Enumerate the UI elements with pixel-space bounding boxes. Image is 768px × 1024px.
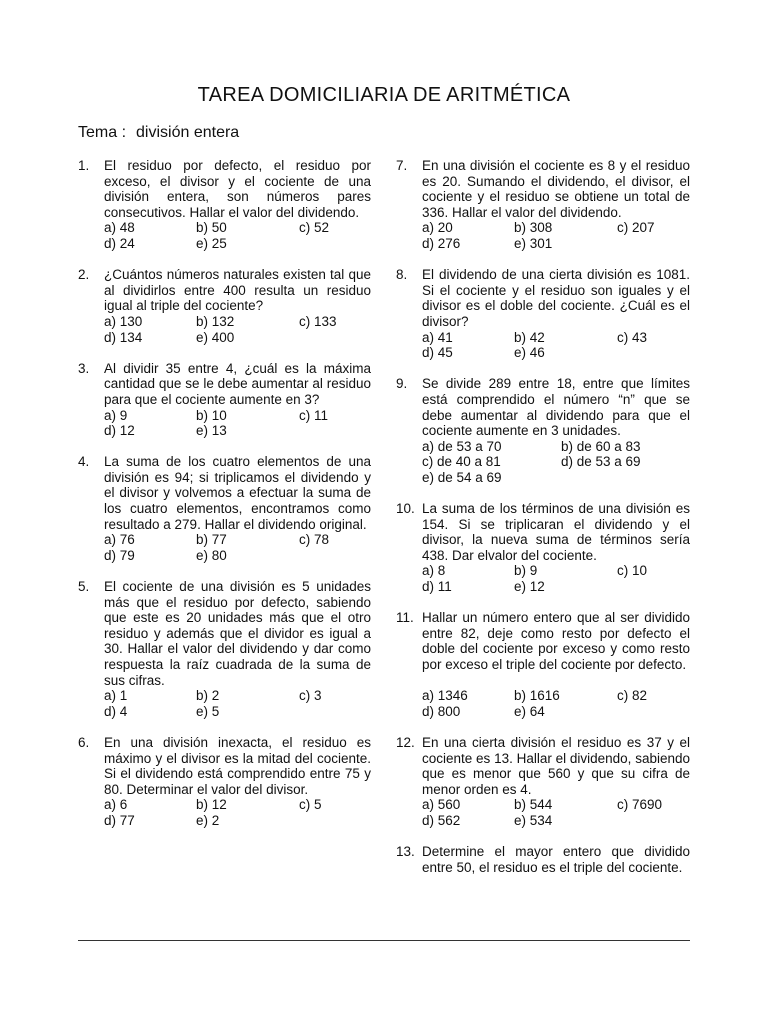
option-a: a) de 53 a 70: [422, 438, 502, 454]
answer-options: [422, 563, 690, 594]
option-b: b) 308: [514, 220, 553, 236]
option-a: a) 41: [422, 329, 453, 345]
question-7: [396, 158, 690, 252]
option-e: e) 5: [196, 703, 220, 719]
topic-line: [78, 124, 239, 142]
answer-options: [422, 220, 690, 251]
answer-options: [104, 220, 371, 251]
option-b: b) 10: [196, 407, 227, 423]
option-d: d) 276: [422, 235, 461, 251]
topic-value: división entera: [136, 124, 240, 141]
option-d: d) 24: [104, 235, 135, 251]
question-number: 12.: [396, 734, 415, 750]
question-text: El residuo por defecto, el residuo por exceso, el divisor y el cociente de una división entera, son números pares consecutivos. Hallar el valor del dividendo.: [104, 158, 371, 220]
option-c: c) 78: [299, 532, 330, 548]
option-a: a) 1: [104, 688, 128, 704]
question-text: El dividendo de una cierta división es 1081. Si el cociente y el residuo son iguales y el divisor es el doble del cociente. ¿Cuál es el divisor?: [422, 267, 690, 329]
question-text: ¿Cuántos números naturales existen tal que al dividirlos entre 400 resulta un residuo igual al triple del cociente?: [104, 267, 371, 314]
question-2: [78, 267, 371, 345]
question-number: 10.: [396, 501, 415, 517]
answer-options: [422, 439, 690, 486]
question-text: La suma de los cuatro elementos de una división es 94; si triplicamos el dividendo y el divisor y volvemos a efectuar la suma de los cuatro elementos, encontramos como resultado a 279. Hallar el dividendo original.: [104, 454, 371, 532]
question-4: [78, 454, 371, 563]
option-b: b) 544: [514, 797, 553, 813]
option-c: c) 52: [299, 220, 330, 236]
question-9: [396, 376, 690, 485]
option-c: c) 133: [299, 313, 337, 329]
option-d: d) 800: [422, 703, 461, 719]
answer-options: [104, 408, 371, 439]
option-d: d) 12: [104, 423, 135, 439]
option-b: b) 77: [196, 532, 227, 548]
option-c: c) 207: [617, 220, 655, 236]
page-title: TAREA DOMICILIARIA DE ARITMÉTICA: [197, 84, 571, 106]
question-text: Determine el mayor entero que dividido entre 50, el residuo es el triple del cociente.: [422, 844, 690, 875]
question-text: Al dividir 35 entre 4, ¿cuál es la máxima cantidad que se le debe aumentar al residuo para que el cociente aumente en 3?: [104, 360, 371, 407]
option-e: e) 301: [514, 235, 553, 251]
question-10: [396, 501, 690, 595]
question-text: En una división el cociente es 8 y el residuo es 20. Sumando el dividendo, el divisor, el cociente y el residuo se obtiene un total de 336. Hallar el valor del dividendo.: [422, 158, 690, 220]
question-number: 5.: [78, 579, 90, 595]
question-number: 1.: [78, 158, 90, 173]
question-text: Hallar un número entero que al ser dividido entre 82, deje como resto por defecto el doble del cociente por exceso y como resto por exceso el triple del cociente por defecto.: [422, 610, 690, 672]
option-c: c) 7690: [617, 797, 663, 813]
option-c: c) 3: [299, 688, 322, 704]
option-a: a) 48: [104, 220, 135, 236]
option-e: e) 12: [514, 579, 545, 595]
option-b: b) 12: [196, 797, 227, 813]
left-column: [78, 158, 371, 844]
question-number: 13.: [396, 844, 415, 860]
option-d: d) 45: [422, 345, 453, 361]
option-b: b) 50: [196, 220, 227, 236]
blank-line: [422, 673, 690, 689]
question-number: 4.: [78, 454, 90, 470]
question-text: Se divide 289 entre 18, entre que límites está comprendido el número “n” que se debe aumentar al dividendo para que el cociente aumente en 3 unidades.: [422, 376, 690, 439]
question-number: 9.: [396, 376, 408, 392]
option-c: c) 5: [299, 797, 322, 813]
answer-options: [422, 797, 690, 828]
answer-options: [104, 688, 371, 719]
answer-options: [104, 314, 371, 345]
option-d: d) 79: [104, 547, 135, 563]
option-e: e) 46: [514, 345, 545, 361]
answer-options: [422, 688, 690, 719]
question-6: [78, 735, 371, 829]
option-b: b) 42: [514, 329, 545, 345]
question-3: [78, 361, 371, 439]
option-c: c) 43: [617, 329, 648, 345]
option-d: d) de 53 a 69: [561, 454, 641, 470]
answer-options: [422, 330, 690, 361]
question-5: [78, 579, 371, 719]
option-a: a) 8: [422, 563, 446, 579]
option-a: a) 130: [104, 313, 143, 329]
option-e: e) de 54 a 69: [422, 469, 502, 485]
option-d: d) 11: [422, 579, 452, 595]
option-d: d) 4: [104, 703, 128, 719]
option-e: e) 400: [196, 329, 235, 345]
question-text: El cociente de una división es 5 unidades más que el residuo por defecto, sabiendo que este es 20 unidades más que el otro residuo y además que el dividor es igual a 30. Hallar el valor del dividendo y dar como respuesta la raíz cuadrada de la suma de sus cifras.: [104, 579, 371, 688]
option-a: a) 560: [422, 797, 461, 813]
question-11: [396, 610, 690, 719]
question-number: 7.: [396, 158, 408, 173]
footer-divider: [78, 940, 690, 941]
option-e: e) 25: [196, 235, 227, 251]
question-number: 6.: [78, 734, 90, 750]
option-c: c) 11: [299, 407, 329, 423]
question-text: En una división inexacta, el residuo es máximo y el divisor es la mitad del cociente. Si el dividendo está comprendido entre 75 y 80. Determinar el valor del divisor.: [104, 734, 371, 797]
question-text: En una cierta división el residuo es 37 y el cociente es 13. Hallar el dividendo, sabiendo que es menor que 560 y que su cifra de menor orden es 4.: [422, 734, 690, 797]
option-d: d) 77: [104, 812, 135, 828]
option-b: b) 2: [196, 688, 220, 704]
option-e: e) 13: [196, 423, 227, 439]
option-e: e) 534: [514, 812, 553, 828]
option-a: a) 76: [104, 532, 135, 548]
option-c: c) de 40 a 81: [422, 454, 501, 470]
option-e: e) 80: [196, 547, 227, 563]
option-b: b) 132: [196, 313, 235, 329]
question-number: 3.: [78, 360, 90, 376]
question-number: 2.: [78, 267, 90, 283]
question-1: [78, 158, 371, 252]
option-c: c) 10: [617, 563, 648, 579]
option-a: a) 20: [422, 220, 453, 236]
option-a: a) 1346: [422, 688, 468, 704]
question-12: [396, 735, 690, 829]
option-e: e) 2: [196, 812, 220, 828]
option-a: a) 6: [104, 797, 128, 813]
question-13: [396, 844, 690, 875]
question-text: La suma de los términos de una división es 154. Si se triplicaran el dividendo y el divisor, la nueva suma de términos sería 438. Dar elvalor del cociente.: [422, 501, 690, 563]
right-column: [396, 158, 690, 891]
option-c: c) 82: [617, 688, 648, 704]
question-8: [396, 267, 690, 361]
question-number: 8.: [396, 267, 408, 283]
answer-options: [104, 532, 371, 563]
question-number: 11.: [396, 610, 414, 626]
option-a: a) 9: [104, 407, 128, 423]
topic-label: Tema :: [78, 124, 127, 141]
option-b: b) 9: [514, 563, 538, 579]
option-b: b) de 60 a 83: [561, 438, 641, 454]
option-d: d) 562: [422, 812, 461, 828]
option-b: b) 1616: [514, 688, 560, 704]
answer-options: [104, 797, 371, 828]
option-e: e) 64: [514, 703, 545, 719]
option-d: d) 134: [104, 329, 143, 345]
